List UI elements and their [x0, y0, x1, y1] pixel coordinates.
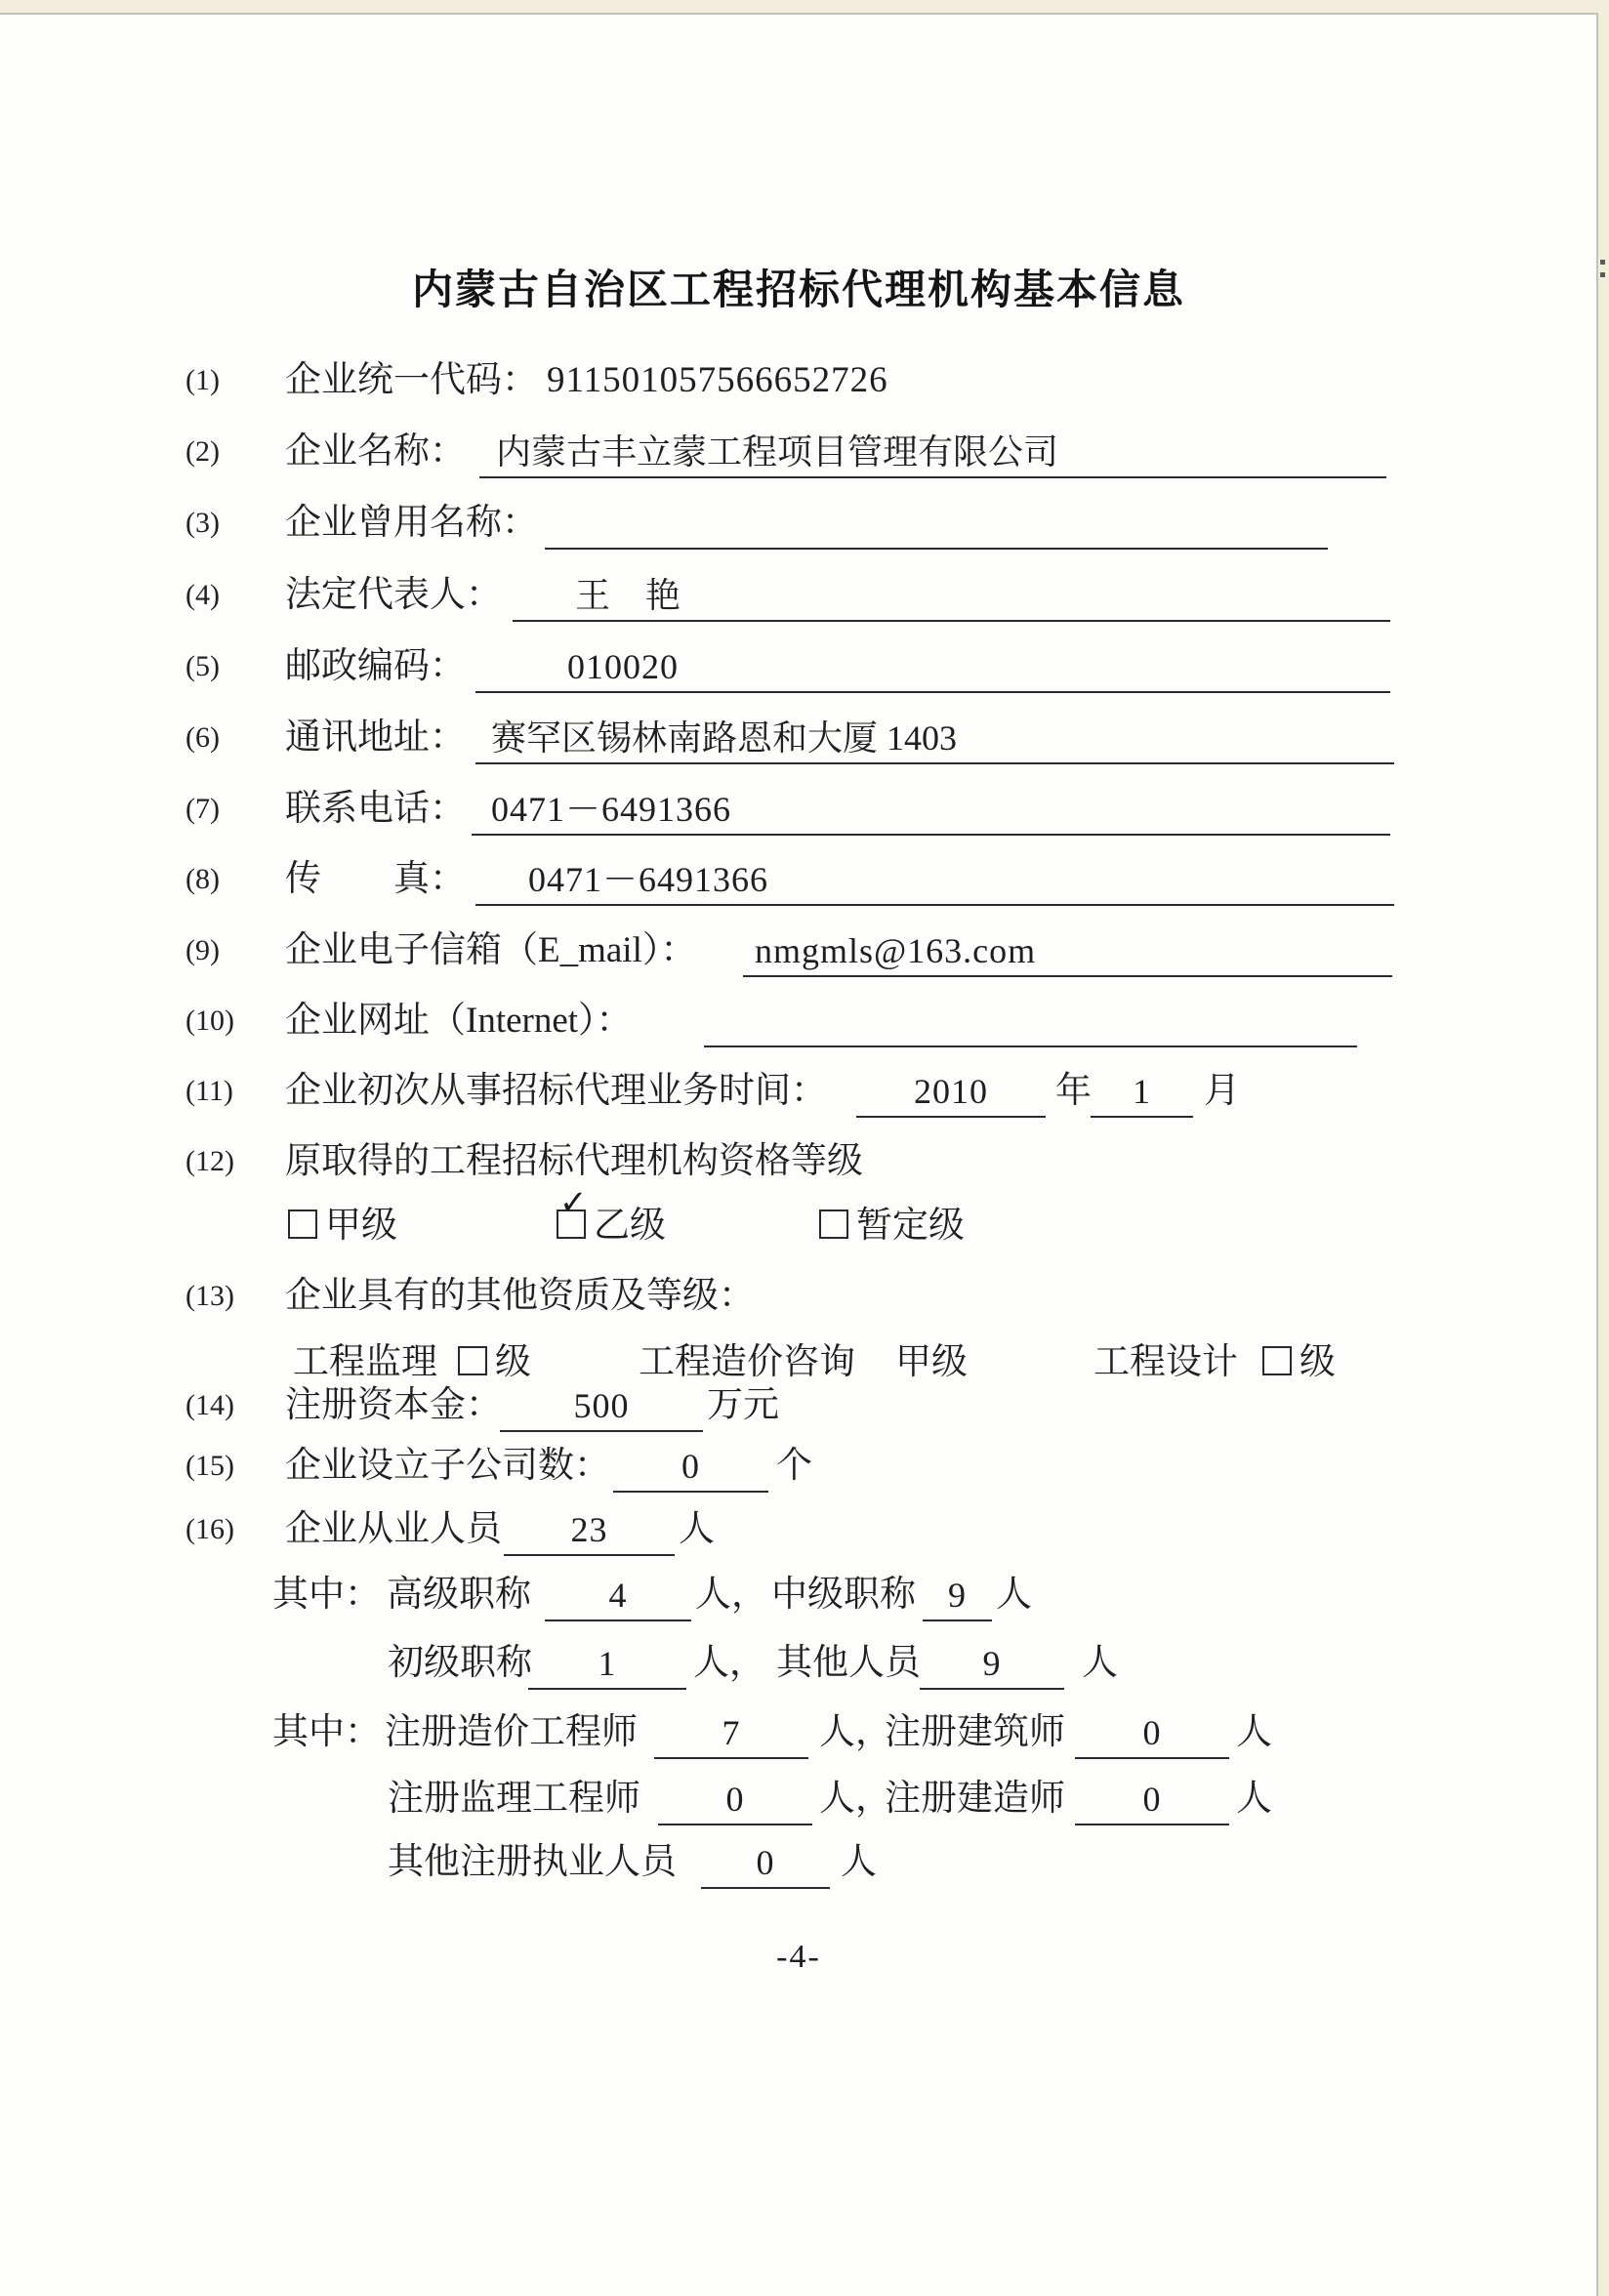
- form-row-9: [0, 922, 1609, 979]
- form-row-13: [0, 1268, 1609, 1325]
- qual-checkbox-supervision: [458, 1346, 487, 1375]
- field-label: 法定代表人：: [285, 575, 502, 615]
- grade-option-yi: [557, 1198, 666, 1254]
- qual-suffix: 级: [495, 1342, 531, 1382]
- fill-line-company-name: 内蒙古丰立蒙工程项目管理有限公司: [479, 424, 1386, 478]
- item-number: (4): [186, 579, 220, 611]
- form-row-15: [0, 1438, 1609, 1495]
- segment-label: 注册建造师: [885, 1779, 1065, 1819]
- segment-unit: 人，: [695, 1575, 767, 1615]
- field-label: 原取得的工程招标代理机构资格等级: [285, 1141, 863, 1181]
- grade-option-provisional: [819, 1198, 965, 1254]
- field-label: 传 真：: [285, 859, 466, 899]
- field-label: 企业具有的其他资质及等级：: [285, 1276, 755, 1316]
- field-label: 企业初次从事招标代理业务时间：: [285, 1071, 827, 1111]
- grade-option-jia: [288, 1198, 397, 1254]
- form-row-1: [0, 352, 1609, 409]
- page-number: -4-: [776, 1939, 821, 1975]
- fill-line-former-name: [545, 495, 1328, 550]
- segment-label: 初级职称: [388, 1643, 532, 1683]
- segment-label: 注册建筑师: [885, 1712, 1065, 1752]
- grade-option-label: 暂定级: [856, 1206, 965, 1246]
- fill-line-postal-code: 010020: [475, 638, 1390, 693]
- qual-name: 工程设计: [1093, 1342, 1238, 1382]
- fill-line-other-staff: 9: [920, 1635, 1064, 1690]
- item-number: (2): [186, 435, 220, 468]
- fill-line-legal-rep: 王 艳: [513, 567, 1390, 622]
- form-row-12: [0, 1133, 1609, 1190]
- item-number: (16): [186, 1513, 234, 1545]
- segment-unit: 人: [1236, 1712, 1272, 1752]
- field-value-unified-code: 911501057566652726: [547, 360, 888, 400]
- grade-option-label: 甲级: [325, 1206, 397, 1246]
- fill-line-fax: 0471－6491366: [475, 851, 1394, 906]
- segment-label: 其他人员: [776, 1643, 921, 1683]
- qual-name: 工程造价咨询: [639, 1342, 855, 1382]
- item-number: (5): [186, 650, 220, 682]
- fill-line-address: 赛罕区锡林南路恩和大厦 1403: [475, 710, 1394, 764]
- item-number: (10): [186, 1004, 234, 1037]
- segment-label: 其他注册执业人员: [388, 1842, 677, 1882]
- staff-titles-row-1: [0, 1567, 1609, 1623]
- fill-line-cost-engineers: 7: [654, 1704, 808, 1759]
- form-row-5: [0, 638, 1609, 695]
- unit-label: 个: [776, 1446, 812, 1486]
- month-unit-label: 月: [1204, 1071, 1240, 1111]
- scan-speck: [1600, 272, 1605, 277]
- form-row-11: [0, 1063, 1609, 1120]
- fill-line-start-year: 2010: [856, 1063, 1046, 1118]
- segment-label: 注册造价工程师: [385, 1712, 638, 1752]
- field-label: 企业名称：: [285, 431, 466, 472]
- segment-label: 中级职称: [771, 1575, 916, 1615]
- segment-unit: 人，: [693, 1643, 765, 1683]
- registered-personnel-row-1: [0, 1704, 1609, 1761]
- fill-line-total-staff: 23: [504, 1501, 675, 1556]
- item-number: (13): [186, 1280, 234, 1312]
- item-number: (15): [186, 1450, 234, 1482]
- field-label: 企业设立子公司数：: [285, 1446, 610, 1486]
- field-label: 企业网址（Internet）：: [285, 1001, 633, 1041]
- fill-line-junior-title: 1: [528, 1635, 686, 1690]
- unit-label: 人: [679, 1509, 715, 1549]
- segment-unit: 人，: [819, 1712, 891, 1752]
- grade-checkbox-1: [557, 1210, 586, 1239]
- fill-line-email: nmgmls@163.com: [743, 922, 1392, 977]
- page-title: 内蒙古自治区工程招标代理机构基本信息: [411, 268, 1185, 313]
- field-label: 邮政编码：: [285, 646, 466, 686]
- item-number: (9): [186, 934, 220, 966]
- qual-checkbox-design: [1262, 1346, 1292, 1375]
- fill-line-other-registered: 0: [701, 1834, 830, 1889]
- item-number: (11): [186, 1075, 233, 1107]
- unit-label: 万元: [707, 1385, 779, 1425]
- item-number: (7): [186, 793, 220, 825]
- form-row-16: [0, 1501, 1609, 1558]
- year-unit-label: 年: [1055, 1071, 1092, 1111]
- qual-name: 工程监理: [293, 1342, 437, 1382]
- item-number: (12): [186, 1145, 234, 1177]
- item-number: (8): [186, 863, 220, 895]
- segment-unit: 人: [1082, 1643, 1118, 1683]
- grade-option-label: 乙级: [594, 1206, 666, 1246]
- form-row-10: [0, 993, 1609, 1049]
- fill-line-supervision-engineers: 0: [658, 1771, 812, 1825]
- form-row-4: [0, 567, 1609, 624]
- fill-line-registered-capital: 500: [500, 1377, 703, 1432]
- registered-personnel-row-2: [0, 1771, 1609, 1827]
- form-row-14: [0, 1377, 1609, 1434]
- staff-titles-row-2: [0, 1635, 1609, 1692]
- field-label: 企业从业人员: [285, 1509, 502, 1549]
- item-number: (3): [186, 507, 220, 539]
- item-number: (14): [186, 1389, 234, 1421]
- fill-line-start-month: 1: [1091, 1063, 1193, 1118]
- fill-line-mid-title: 9: [923, 1567, 992, 1621]
- segment-unit: 人，: [819, 1779, 891, 1819]
- scan-speck: [1600, 260, 1605, 265]
- fill-line-senior-title: 4: [545, 1567, 691, 1621]
- segment-label: 注册监理工程师: [388, 1779, 640, 1819]
- form-row-6: [0, 710, 1609, 766]
- item-number: (1): [186, 364, 220, 396]
- segment-unit: 人: [1236, 1779, 1272, 1819]
- fill-line-architects: 0: [1075, 1704, 1229, 1759]
- field-label: 注册资本金：: [285, 1385, 502, 1425]
- segment-unit: 人: [841, 1842, 877, 1882]
- registered-personnel-row-3: [0, 1834, 1609, 1891]
- among-which-label: 其中：: [272, 1575, 381, 1615]
- field-label: 通讯地址：: [285, 718, 466, 758]
- form-row-3: [0, 495, 1609, 552]
- field-label: 企业曾用名称：: [285, 503, 538, 543]
- grade-options-row: [0, 1198, 1609, 1254]
- segment-unit: 人: [996, 1575, 1032, 1615]
- segment-label: 高级职称: [387, 1575, 531, 1615]
- item-number: (6): [186, 721, 220, 754]
- form-row-8: [0, 851, 1609, 908]
- field-label: 企业电子信箱（E_mail）：: [285, 930, 697, 970]
- field-label: 企业统一代码：: [285, 360, 538, 400]
- grade-checkbox-0: [288, 1210, 317, 1239]
- fill-line-constructors: 0: [1075, 1771, 1229, 1825]
- qual-grade-value: 甲级: [895, 1342, 968, 1382]
- form-row-2: [0, 424, 1609, 480]
- among-which-label: 其中：: [272, 1712, 381, 1752]
- fill-line-subsidiaries: 0: [613, 1438, 768, 1493]
- grade-checkbox-2: [819, 1210, 848, 1239]
- qual-suffix: 级: [1300, 1342, 1336, 1382]
- fill-line-phone: 0471－6491366: [472, 781, 1390, 836]
- field-label: 联系电话：: [285, 789, 466, 829]
- form-row-7: [0, 781, 1609, 838]
- fill-line-website: [704, 993, 1357, 1047]
